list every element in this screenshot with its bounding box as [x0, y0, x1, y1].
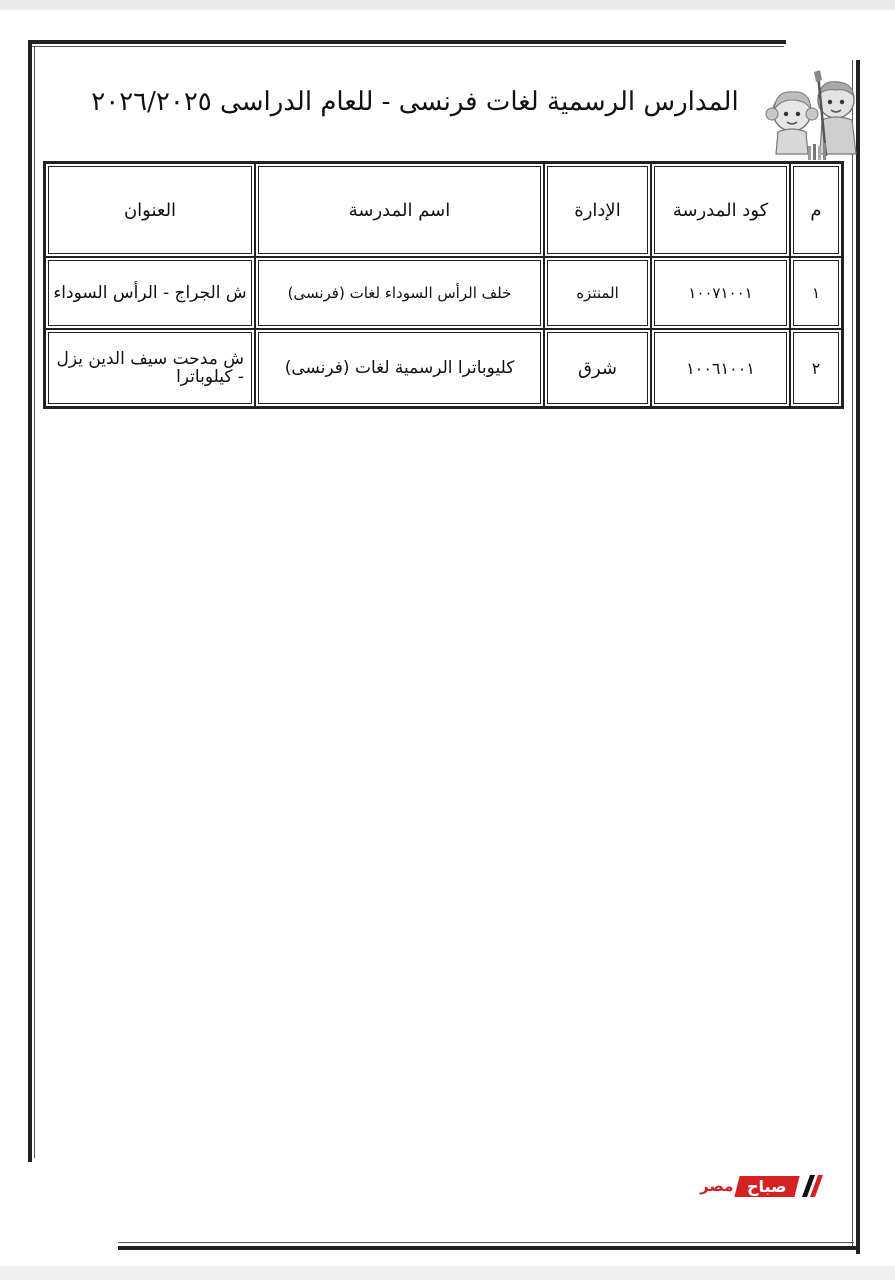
sabah-masr-logo: [700, 1168, 842, 1204]
page-title: المدارس الرسمية لغات فرنسى - للعام الدراسى ٢٠٢٦/٢٠٢٥: [91, 87, 739, 117]
cell-num: ٢: [790, 329, 842, 407]
cell-school-code: ١٠٠٦١٠٠١: [651, 329, 790, 407]
cell-school-code: ١٠٠٧١٠٠١: [651, 257, 790, 329]
logo-stripes-icon: [803, 1175, 819, 1197]
frame-line-top: [28, 40, 786, 44]
cell-school-name: خلف الرأس السوداء لغات (فرنسى): [255, 257, 544, 329]
cell-school-name: [255, 329, 544, 407]
address-text: ش مدحت سيف الدين يزل - كيلوباترا: [56, 349, 244, 387]
cell-num: ١: [790, 257, 842, 329]
logo-badge: [735, 1176, 800, 1197]
cell-address: [45, 329, 255, 407]
frame-line-top-inner: [28, 46, 784, 47]
header-school-name: اسم المدرسة: [255, 163, 544, 257]
table-row: [45, 257, 842, 329]
top-edge: [0, 0, 895, 10]
header-num: م: [790, 163, 842, 257]
logo-text-sabah: صباح: [747, 1176, 787, 1196]
table-header-row: [45, 163, 842, 257]
frame-line-right-inner: [852, 60, 853, 1246]
bottom-edge: [0, 1266, 895, 1280]
frame-line-right: [856, 60, 860, 1254]
frame-line-left-inner: [34, 46, 35, 1158]
cell-address: ش الجراج - الرأس السوداء: [45, 257, 255, 329]
frame-line-left: [28, 40, 32, 1162]
frame-line-bottom-inner: [118, 1242, 854, 1243]
cell-administration: شرق: [544, 329, 651, 407]
header-school-code: كود المدرسة: [651, 163, 790, 257]
table-row: [45, 329, 842, 407]
frame-line-bottom: [118, 1246, 860, 1250]
header-administration: الإدارة: [544, 163, 651, 257]
cell-administration: المنتزه: [544, 257, 651, 329]
schools-table: [43, 161, 844, 409]
logo-text-masr: مصر: [700, 1177, 734, 1195]
header-address: العنوان: [45, 163, 255, 257]
children-illustration: [762, 70, 870, 162]
school-name-text: كليوباترا الرسمية لغات (فرنسى): [284, 358, 515, 378]
